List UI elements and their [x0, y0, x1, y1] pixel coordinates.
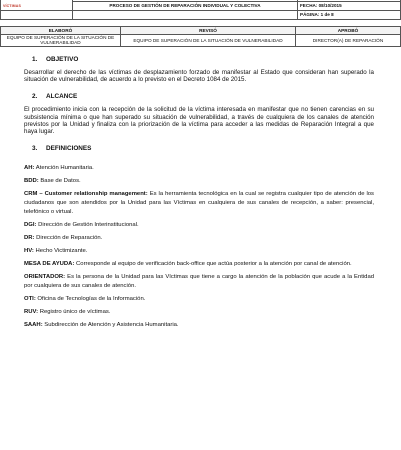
document-header [0, 0, 401, 20]
definition-item: SAAH: Subdirección de Atención y Asistencia Humanitaria. [24, 322, 179, 329]
section-heading-alcance: 2. ALCANCE [32, 93, 78, 101]
elaboro-header: ELABORÓ [1, 27, 121, 35]
definition-item: DR: Dirección de Reparación. [24, 235, 103, 242]
logo-cell [1, 0, 73, 11]
section-heading-objetivo: 1. OBJETIVO [32, 56, 79, 63]
definition-item: RUV: Registro único de víctimas. [24, 309, 111, 316]
definition-item: MESA DE AYUDA: Corresponde al equipo de verificación back-office que actúa posterior a la atención por canal de atención. [24, 261, 352, 268]
process-blank [73, 11, 298, 20]
definition-item: BDD: Base de Datos. [24, 178, 81, 185]
document-body [24, 56, 374, 329]
definition-item: OTI: Oficina de Tecnologías de la Información. [24, 296, 146, 303]
logo-text: VÍCTIMAS [3, 3, 21, 8]
definition-item: HV: Hecho Victimizante. [24, 248, 88, 255]
process-name: PROCESO DE GESTIÓN DE REPARACIÓN INDIVIDUAL Y COLECTIVA [73, 2, 298, 11]
definition-item: DGI: Dirección de Gestión Interinstitucional. [24, 222, 139, 229]
definition-item: ORIENTADOR: Es la persona de la Unidad para las Víctimas que tiene a cargo la atención de la población que acude a la Entidad por cualquiera de sus canales de atención. [24, 274, 374, 290]
aprobo-value: DIRECTOR(A) DE REPARACIÓN [296, 35, 401, 47]
definition-item: CRM – Customer relationship management: Es la herramienta tecnológica en la cual se registra cualquier tipo de atención de los ciudadanos que son atendidos por la Unidad para las Víctimas en cualquiera de sus canales de recepción, a saber: presencial, telefónico o virtual. [24, 191, 375, 216]
reviso-value: EQUIPO DE SUPERACIÓN DE LA SITUACIÓN DE VULNERABILIDAD [121, 35, 296, 47]
logo-blank [1, 11, 73, 20]
reviso-header: REVISÓ [121, 27, 296, 35]
aprobo-header: APROBÓ [296, 27, 401, 35]
pagina: PÁGINA: 1 de 8 [298, 11, 401, 20]
approval-table [0, 26, 401, 47]
definition-item: AH: Atención Humanitaria. [24, 165, 94, 172]
elaboro-value: EQUIPO DE SUPERACIÓN DE LA SITUACIÓN DE VULNERABILIDAD [1, 35, 121, 47]
fecha: FECHA: 08/10/2015 [298, 2, 401, 11]
section-heading-definiciones: 3. DEFINICIONES [32, 145, 92, 153]
alcance-text: El procedimiento inicia con la recepción de la solicitud de la víctima interesada en manifestar que no tienen carencias en su subsistencia mínima o que han superado su situación de vulnerabilidad, a través de cualquiera de los canales de atención previstos por la Unidad y finaliza con la priorización de la víctima para acceder a las medidas de Reparación Integral a que haya lugar. [24, 106, 374, 136]
objetivo-text: Desarrollar el derecho de las víctimas de desplazamiento forzado de manifestar al Estado que consideran han superado la situación de vulnerabilidad, de acuerdo a lo previsto en el Decreto 1084 de 2015. [24, 69, 374, 84]
